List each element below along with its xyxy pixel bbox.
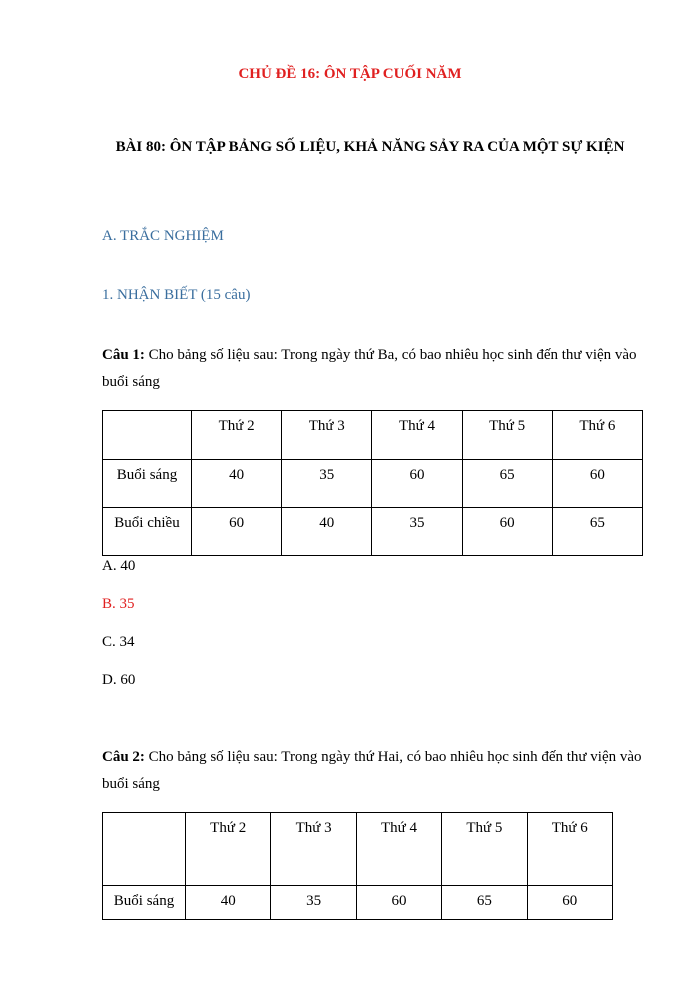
table-header-cell: [103, 813, 186, 886]
table-header-cell: Thứ 6: [552, 411, 642, 460]
subsection-heading-recognition: 1. NHẬN BIẾT (15 câu): [102, 287, 251, 303]
table-cell: 40: [192, 460, 282, 508]
table-header-cell: Thứ 3: [271, 813, 356, 886]
table-cell: 60: [192, 508, 282, 556]
question-2: [102, 744, 647, 798]
answer-option-a: A. 40: [102, 558, 136, 574]
table-cell: 60: [552, 460, 642, 508]
answer-option-b-correct: B. 35: [102, 596, 135, 612]
topic-title: CHỦ ĐỀ 16: ÔN TẬP CUỐI NĂM: [238, 66, 462, 82]
table-cell: 35: [271, 886, 356, 920]
table-row: [103, 886, 613, 920]
table-header-cell: Thứ 2: [192, 411, 282, 460]
table-cell: 65: [552, 508, 642, 556]
table-row: [103, 508, 643, 556]
table-header-row: [103, 813, 613, 886]
row-label-cell: Buổi chiều: [103, 508, 192, 556]
table-header-cell: Thứ 4: [372, 411, 462, 460]
question-2-table: [102, 812, 613, 920]
table-cell: 65: [462, 460, 552, 508]
table-header-cell: Thứ 5: [462, 411, 552, 460]
table-row: [103, 460, 643, 508]
row-label-cell: Buổi sáng: [103, 886, 186, 920]
answer-option-c: C. 34: [102, 634, 135, 650]
table-header-cell: Thứ 4: [356, 813, 441, 886]
table-header-cell: [103, 411, 192, 460]
table-cell: 40: [186, 886, 271, 920]
answer-option-d: D. 60: [102, 672, 136, 688]
table-header-cell: Thứ 6: [527, 813, 612, 886]
table-header-cell: Thứ 3: [282, 411, 372, 460]
table-cell: 65: [442, 886, 527, 920]
table-cell: 40: [282, 508, 372, 556]
row-label-cell: Buổi sáng: [103, 460, 192, 508]
table-header-cell: Thứ 2: [186, 813, 271, 886]
table-cell: 60: [372, 460, 462, 508]
table-cell: 35: [372, 508, 462, 556]
question-1: [102, 342, 647, 396]
section-heading-multiple-choice: A. TRẮC NGHIỆM: [102, 228, 224, 244]
table-cell: 60: [356, 886, 441, 920]
table-cell: 60: [527, 886, 612, 920]
table-header-cell: Thứ 5: [442, 813, 527, 886]
question-1-label: Câu 1:: [102, 347, 145, 363]
table-cell: 60: [462, 508, 552, 556]
table-cell: 35: [282, 460, 372, 508]
question-2-label: Câu 2:: [102, 749, 145, 765]
question-2-text: Cho bảng số liệu sau: Trong ngày thứ Hai, có bao nhiêu học sinh đến thư viện vào buổi sáng: [102, 749, 642, 792]
question-1-text: Cho bảng số liệu sau: Trong ngày thứ Ba, có bao nhiêu học sinh đến thư viện vào buổi sáng: [102, 347, 637, 390]
question-1-table: [102, 410, 643, 556]
lesson-title: BÀI 80: ÔN TẬP BẢNG SỐ LIỆU, KHẢ NĂNG SẢY RA CỦA MỘT SỰ KIỆN: [115, 139, 625, 155]
table-header-row: [103, 411, 643, 460]
